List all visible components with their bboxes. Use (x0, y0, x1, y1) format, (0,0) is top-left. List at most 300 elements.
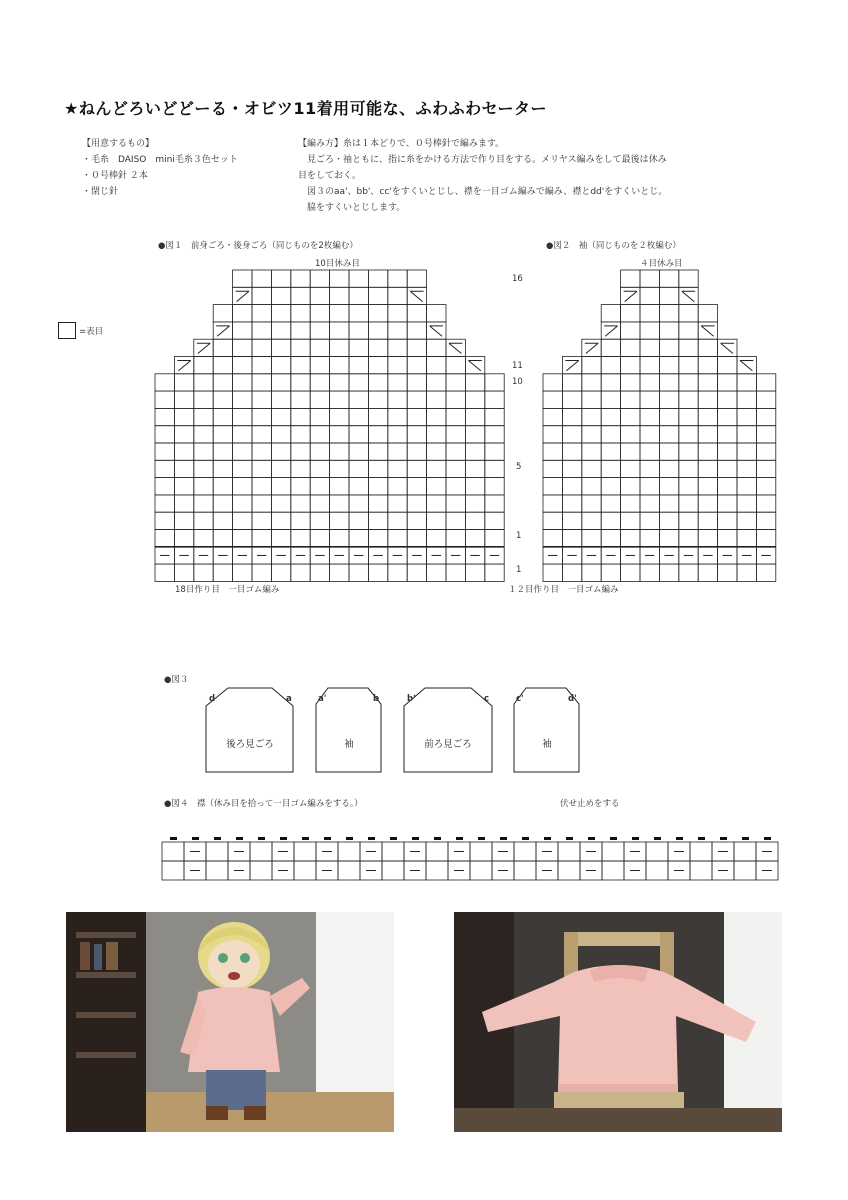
chart-cell (233, 305, 252, 322)
bind-off-mark (192, 837, 199, 840)
chart-cell (271, 426, 290, 443)
bind-off-mark (742, 837, 749, 840)
chart-cell (582, 530, 601, 547)
rib-cell (756, 564, 775, 581)
seam-mark: d' (568, 694, 577, 704)
chart-cell (679, 374, 698, 391)
chart-cell (756, 374, 775, 391)
chart-cell (718, 339, 737, 356)
chart-cell (407, 478, 426, 495)
chart-cell (368, 512, 387, 529)
chart-cell (543, 460, 562, 477)
chart-cell (388, 426, 407, 443)
chart-cell (582, 339, 601, 356)
seam-mark: a (286, 694, 292, 704)
fig2-bottom-note: １２目作り目 一目ゴム編み (508, 585, 619, 595)
chart-cell (621, 322, 640, 339)
chart-cell (388, 495, 407, 512)
sweater-photo (454, 912, 782, 1132)
chart-cell (562, 460, 581, 477)
chart-cell (679, 443, 698, 460)
chart-cell (465, 478, 484, 495)
chart-cell (446, 478, 465, 495)
chart-cell (756, 530, 775, 547)
decrease-symbol (197, 343, 210, 353)
chart-cell (679, 460, 698, 477)
chart-cell (582, 495, 601, 512)
chart-cell (233, 357, 252, 374)
chart-cell (756, 495, 775, 512)
chart-cell (388, 339, 407, 356)
collar-cell (470, 842, 492, 861)
chart-cell (330, 443, 349, 460)
decrease-symbol (740, 361, 753, 371)
rib-cell (427, 564, 446, 581)
chart-cell (446, 426, 465, 443)
chart-cell (582, 408, 601, 425)
collar-cell (514, 842, 536, 861)
chart-cell (543, 530, 562, 547)
chart-cell (194, 495, 213, 512)
chart-cell (640, 426, 659, 443)
rib-cell (679, 564, 698, 581)
chart-cell (465, 443, 484, 460)
chart-cell (543, 408, 562, 425)
chart-cell (271, 530, 290, 547)
bind-off-mark (434, 837, 441, 840)
chart-cell (194, 426, 213, 443)
chart-cell (252, 512, 271, 529)
chart-cell (718, 374, 737, 391)
collar-cell (734, 842, 756, 861)
chart-cell (252, 478, 271, 495)
decrease-symbol (565, 361, 578, 371)
chart-cell (737, 495, 756, 512)
rib-cell (582, 564, 601, 581)
chart-cell (349, 408, 368, 425)
chart-cell (718, 443, 737, 460)
chart-cell (368, 495, 387, 512)
chart-cell (601, 374, 620, 391)
chart-cell (659, 374, 678, 391)
chart-cell (291, 460, 310, 477)
page-title: ★ねんどろいどどーる・オビツ11着用可能な、ふわふわセーター (64, 99, 547, 118)
chart-cell (271, 495, 290, 512)
chart-cell (737, 391, 756, 408)
chart-cell (718, 530, 737, 547)
seam-mark: a' (318, 694, 327, 704)
chart-cell (698, 339, 717, 356)
chart-cell (330, 512, 349, 529)
chart-cell (213, 478, 232, 495)
doll-photo (66, 912, 394, 1132)
decrease-symbol (604, 326, 617, 336)
chart-cell (174, 426, 193, 443)
decrease-symbol (624, 291, 637, 301)
chart-cell (737, 374, 756, 391)
collar-cell (162, 842, 184, 861)
chart-cell (194, 478, 213, 495)
bind-off-mark (170, 837, 177, 840)
chart-cell (698, 322, 717, 339)
chart-cell (271, 322, 290, 339)
rib-cell (368, 564, 387, 581)
chart-cell (233, 426, 252, 443)
chart-cell (659, 443, 678, 460)
bind-off-mark (610, 837, 617, 840)
chart-cell (640, 460, 659, 477)
rib-cell (271, 564, 290, 581)
chart-cell (485, 443, 504, 460)
chart-cell (233, 530, 252, 547)
chart-cell (368, 339, 387, 356)
chart-cell (407, 374, 426, 391)
chart-cell (446, 460, 465, 477)
chart-cell (698, 391, 717, 408)
chart-cell (465, 495, 484, 512)
chart-cell (174, 478, 193, 495)
chart-cell (310, 374, 329, 391)
chart-cell (621, 443, 640, 460)
chart-cell (291, 512, 310, 529)
chart-cell (562, 530, 581, 547)
rib-cell (485, 564, 504, 581)
chart-cell (252, 530, 271, 547)
chart-cell (349, 391, 368, 408)
chart-cell (155, 530, 174, 547)
fig3-piece (206, 688, 294, 774)
chart-cell (562, 512, 581, 529)
chart-cell (233, 339, 252, 356)
chart-cell (252, 357, 271, 374)
chart-cell (291, 287, 310, 304)
collar-cell (294, 842, 316, 861)
chart-cell (310, 339, 329, 356)
chart-cell (252, 287, 271, 304)
chart-cell (446, 374, 465, 391)
rib-cell (562, 564, 581, 581)
chart-cell (446, 530, 465, 547)
bind-off-mark (720, 837, 727, 840)
chart-cell (621, 374, 640, 391)
chart-cell (465, 530, 484, 547)
fig4-collar-chart (160, 834, 784, 884)
chart-cell (465, 374, 484, 391)
chart-cell (485, 478, 504, 495)
chart-cell (465, 460, 484, 477)
chart-cell (349, 322, 368, 339)
chart-cell (213, 512, 232, 529)
chart-cell (582, 357, 601, 374)
chart-cell (582, 426, 601, 443)
chart-cell (291, 478, 310, 495)
chart-cell (601, 339, 620, 356)
chart-cell (194, 357, 213, 374)
bind-off-mark (412, 837, 419, 840)
chart-cell (194, 512, 213, 529)
chart-cell (640, 530, 659, 547)
chart-cell (562, 408, 581, 425)
fig3-caption: ●図３ (164, 675, 189, 685)
chart-cell (427, 374, 446, 391)
rib-cell (543, 564, 562, 581)
chart-cell (659, 408, 678, 425)
decrease-symbol (449, 343, 462, 353)
chart-cell (155, 408, 174, 425)
chart-cell (349, 530, 368, 547)
chart-cell (330, 305, 349, 322)
decrease-symbol (701, 326, 714, 336)
chart-cell (640, 408, 659, 425)
chart-cell (271, 443, 290, 460)
chart-cell (601, 426, 620, 443)
chart-cell (756, 391, 775, 408)
rib-cell (291, 564, 310, 581)
chart-cell (213, 460, 232, 477)
chart-cell (582, 374, 601, 391)
chart-cell (679, 408, 698, 425)
chart-cell (601, 443, 620, 460)
chart-cell (291, 374, 310, 391)
row-label: 10 (512, 377, 523, 387)
fig2-top-note: ４目休み目 (640, 259, 683, 269)
chart-cell (485, 374, 504, 391)
chart-cell (330, 495, 349, 512)
chart-cell (640, 322, 659, 339)
chart-cell (368, 460, 387, 477)
chart-cell (659, 270, 678, 287)
chart-cell (252, 322, 271, 339)
chart-cell (679, 495, 698, 512)
chart-cell (562, 495, 581, 512)
chart-cell (213, 322, 232, 339)
chart-cell (659, 495, 678, 512)
chart-cell (233, 270, 252, 287)
chart-cell (349, 270, 368, 287)
chart-cell (737, 357, 756, 374)
chart-cell (640, 495, 659, 512)
chart-cell (349, 460, 368, 477)
chart-cell (427, 305, 446, 322)
chart-cell (174, 391, 193, 408)
chart-cell (271, 374, 290, 391)
fig2-caption: ●図２ 袖（同じものを２枚編む） (546, 241, 681, 251)
bind-off-mark (522, 837, 529, 840)
collar-cell (646, 842, 668, 861)
chart-cell (698, 426, 717, 443)
chart-cell (601, 322, 620, 339)
chart-cell (252, 495, 271, 512)
chart-cell (601, 357, 620, 374)
rib-cell (252, 564, 271, 581)
chart-cell (194, 443, 213, 460)
chart-cell (562, 357, 581, 374)
rib-cell (349, 564, 368, 581)
chart-cell (155, 512, 174, 529)
chart-cell (233, 512, 252, 529)
chart-cell (174, 495, 193, 512)
chart-cell (601, 512, 620, 529)
rib-cell (155, 564, 174, 581)
chart-cell (407, 322, 426, 339)
chart-cell (155, 478, 174, 495)
chart-cell (349, 512, 368, 529)
chart-cell (330, 530, 349, 547)
chart-cell (213, 374, 232, 391)
chart-cell (388, 305, 407, 322)
chart-cell (407, 287, 426, 304)
chart-cell (756, 443, 775, 460)
chart-cell (640, 374, 659, 391)
chart-cell (679, 426, 698, 443)
collar-cell (206, 842, 228, 861)
rib-cell (388, 564, 407, 581)
piece-label: 後ろ見ごろ (226, 739, 274, 750)
rib-cell (718, 564, 737, 581)
bind-off-mark (544, 837, 551, 840)
chart-cell (582, 391, 601, 408)
fig2-chart-grid (543, 270, 776, 581)
chart-cell (427, 530, 446, 547)
bind-off-mark (456, 837, 463, 840)
chart-cell (582, 512, 601, 529)
chart-cell (194, 391, 213, 408)
bind-off-mark (390, 837, 397, 840)
chart-cell (388, 287, 407, 304)
chart-cell (562, 443, 581, 460)
chart-cell (291, 408, 310, 425)
chart-cell (427, 495, 446, 512)
chart-cell (194, 408, 213, 425)
chart-cell (621, 287, 640, 304)
chart-cell (291, 339, 310, 356)
chart-cell (310, 478, 329, 495)
chart-cell (640, 357, 659, 374)
chart-cell (291, 305, 310, 322)
chart-cell (485, 530, 504, 547)
rib-cell (407, 564, 426, 581)
materials-item: ・０号棒針 ２本 (82, 171, 148, 181)
chart-cell (698, 305, 717, 322)
chart-cell (233, 495, 252, 512)
rib-cell (601, 564, 620, 581)
decrease-symbol (468, 361, 481, 371)
bind-off-mark (654, 837, 661, 840)
decrease-symbol (216, 326, 229, 336)
chart-cell (271, 478, 290, 495)
chart-cell (427, 408, 446, 425)
chart-cell (659, 357, 678, 374)
fig1-caption: ●図１ 前身ごろ・後身ごろ（同じものを2枚編む） (158, 241, 358, 251)
chart-cell (349, 478, 368, 495)
fig4-bind-off-note: 伏せ止めをする (560, 799, 620, 809)
chart-cell (194, 530, 213, 547)
chart-cell (737, 460, 756, 477)
chart-cell (407, 357, 426, 374)
chart-cell (310, 443, 329, 460)
chart-cell (388, 478, 407, 495)
chart-cell (155, 374, 174, 391)
chart-cell (368, 305, 387, 322)
chart-cell (368, 478, 387, 495)
chart-cell (621, 478, 640, 495)
collar-cell (382, 861, 404, 880)
chart-cell (640, 305, 659, 322)
chart-cell (543, 495, 562, 512)
chart-cell (718, 408, 737, 425)
chart-cell (446, 357, 465, 374)
chart-cell (640, 443, 659, 460)
chart-cell (659, 287, 678, 304)
instruction-line: 見ごろ・袖ともに、指に糸をかける方法で作り目をする。メリヤス編みをして最後は休み (298, 155, 667, 165)
chart-cell (465, 426, 484, 443)
chart-cell (640, 270, 659, 287)
chart-cell (174, 460, 193, 477)
chart-cell (698, 408, 717, 425)
chart-cell (427, 512, 446, 529)
chart-cell (427, 357, 446, 374)
chart-cell (233, 443, 252, 460)
chart-cell (310, 305, 329, 322)
chart-cell (737, 408, 756, 425)
chart-cell (213, 495, 232, 512)
chart-cell (407, 339, 426, 356)
chart-cell (271, 339, 290, 356)
chart-cell (698, 374, 717, 391)
chart-cell (601, 391, 620, 408)
chart-cell (233, 374, 252, 391)
chart-cell (310, 426, 329, 443)
legend-label: =表目 (79, 327, 104, 337)
chart-cell (252, 391, 271, 408)
bind-off-mark (368, 837, 375, 840)
chart-cell (679, 391, 698, 408)
rib-cell (174, 564, 193, 581)
chart-cell (621, 270, 640, 287)
chart-cell (621, 357, 640, 374)
chart-cell (407, 512, 426, 529)
chart-cell (252, 408, 271, 425)
chart-cell (271, 512, 290, 529)
chart-cell (252, 374, 271, 391)
chart-cell (388, 374, 407, 391)
collar-cell (162, 861, 184, 880)
chart-cell (640, 391, 659, 408)
chart-cell (446, 408, 465, 425)
chart-cell (446, 443, 465, 460)
chart-cell (407, 495, 426, 512)
seam-mark: c (484, 694, 490, 704)
chart-cell (698, 357, 717, 374)
chart-cell (407, 391, 426, 408)
chart-cell (543, 374, 562, 391)
chart-cell (621, 426, 640, 443)
chart-cell (427, 443, 446, 460)
collar-cell (690, 861, 712, 880)
rib-cell (213, 564, 232, 581)
chart-cell (155, 443, 174, 460)
chart-cell (388, 270, 407, 287)
instruction-line: 図３のaa'、bb'、cc'をすくいとじし、襟を一目ゴム編みで編み、襟とdd'をすくいとじ。 (298, 187, 668, 197)
chart-cell (659, 339, 678, 356)
chart-cell (310, 357, 329, 374)
chart-cell (485, 408, 504, 425)
bind-off-mark (324, 837, 331, 840)
collar-cell (426, 861, 448, 880)
bind-off-mark (588, 837, 595, 840)
collar-cell (382, 842, 404, 861)
chart-cell (233, 287, 252, 304)
